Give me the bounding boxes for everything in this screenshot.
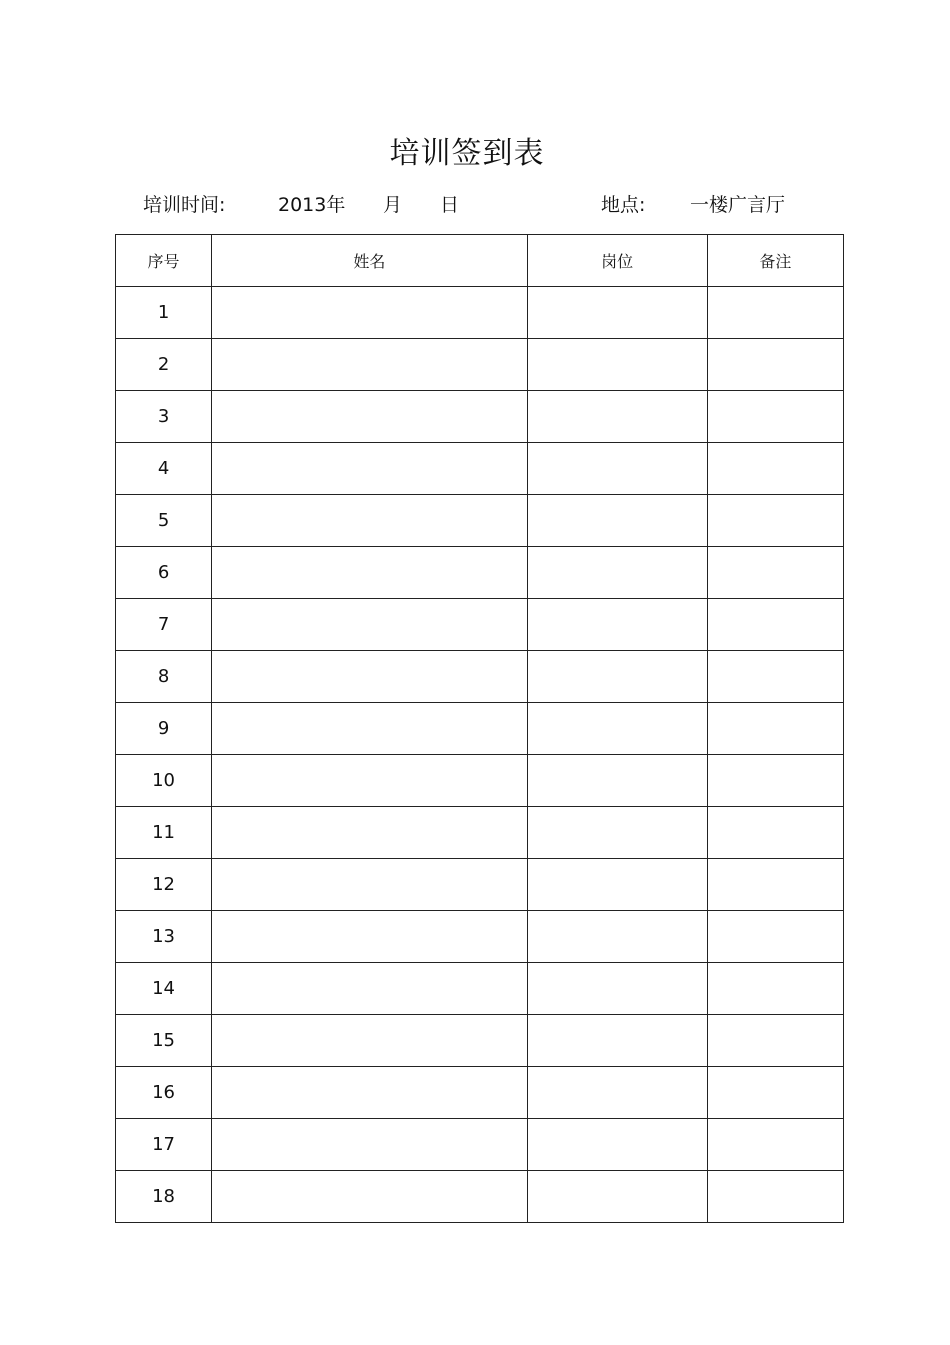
row-number-cell: 9 [116, 703, 212, 755]
sign-in-table [115, 234, 844, 1223]
position-cell[interactable] [527, 599, 707, 651]
name-cell[interactable] [212, 963, 527, 1015]
row-number-cell: 12 [116, 859, 212, 911]
position-cell[interactable] [527, 807, 707, 859]
name-cell[interactable] [212, 287, 527, 339]
table-row [116, 547, 844, 599]
position-cell[interactable] [527, 443, 707, 495]
row-number-cell: 1 [116, 287, 212, 339]
row-number-cell: 11 [116, 807, 212, 859]
position-cell[interactable] [527, 287, 707, 339]
row-number-cell: 18 [116, 1171, 212, 1223]
row-number-cell: 16 [116, 1067, 212, 1119]
table-row [116, 1119, 844, 1171]
row-number-cell: 3 [116, 391, 212, 443]
page-title: 培训签到表 [389, 136, 545, 171]
table-row [116, 391, 844, 443]
name-cell[interactable] [212, 755, 527, 807]
table-row [116, 703, 844, 755]
row-number-cell: 5 [116, 495, 212, 547]
name-cell[interactable] [212, 1067, 527, 1119]
remarks-cell[interactable] [707, 859, 843, 911]
table-row [116, 599, 844, 651]
header-remarks: 备注 [707, 235, 843, 287]
remarks-cell[interactable] [707, 443, 843, 495]
name-cell[interactable] [212, 651, 527, 703]
training-time-label: 培训时间: [143, 194, 226, 216]
table-header-row [116, 235, 844, 287]
row-number-cell: 2 [116, 339, 212, 391]
table-row [116, 339, 844, 391]
position-cell[interactable] [527, 495, 707, 547]
name-cell[interactable] [212, 339, 527, 391]
table-body [116, 287, 844, 1223]
name-cell[interactable] [212, 911, 527, 963]
header-position: 岗位 [527, 235, 707, 287]
header-serial-number: 序号 [116, 235, 212, 287]
remarks-cell[interactable] [707, 599, 843, 651]
position-cell[interactable] [527, 339, 707, 391]
table-row [116, 911, 844, 963]
position-cell[interactable] [527, 651, 707, 703]
remarks-cell[interactable] [707, 287, 843, 339]
row-number-cell: 8 [116, 651, 212, 703]
row-number-cell: 17 [116, 1119, 212, 1171]
table-row [116, 1171, 844, 1223]
location-value: 一楼广言厅 [690, 194, 786, 216]
table-row [116, 807, 844, 859]
remarks-cell[interactable] [707, 911, 843, 963]
position-cell[interactable] [527, 859, 707, 911]
training-day: 日 [440, 194, 460, 216]
remarks-cell[interactable] [707, 1015, 843, 1067]
remarks-cell[interactable] [707, 391, 843, 443]
position-cell[interactable] [527, 1119, 707, 1171]
position-cell[interactable] [527, 1171, 707, 1223]
row-number-cell: 7 [116, 599, 212, 651]
remarks-cell[interactable] [707, 807, 843, 859]
table-row [116, 755, 844, 807]
remarks-cell[interactable] [707, 1171, 843, 1223]
remarks-cell[interactable] [707, 495, 843, 547]
name-cell[interactable] [212, 703, 527, 755]
position-cell[interactable] [527, 755, 707, 807]
name-cell[interactable] [212, 547, 527, 599]
position-cell[interactable] [527, 911, 707, 963]
name-cell[interactable] [212, 443, 527, 495]
row-number-cell: 15 [116, 1015, 212, 1067]
training-month: 月 [383, 194, 403, 216]
remarks-cell[interactable] [707, 1119, 843, 1171]
name-cell[interactable] [212, 1171, 527, 1223]
location-label: 地点: [601, 194, 646, 216]
position-cell[interactable] [527, 963, 707, 1015]
table-row [116, 651, 844, 703]
name-cell[interactable] [212, 1015, 527, 1067]
row-number-cell: 14 [116, 963, 212, 1015]
remarks-cell[interactable] [707, 755, 843, 807]
remarks-cell[interactable] [707, 651, 843, 703]
position-cell[interactable] [527, 391, 707, 443]
remarks-cell[interactable] [707, 547, 843, 599]
remarks-cell[interactable] [707, 339, 843, 391]
name-cell[interactable] [212, 599, 527, 651]
table-row [116, 287, 844, 339]
position-cell[interactable] [527, 1067, 707, 1119]
training-year: 2013年 [278, 194, 346, 216]
table-row [116, 1015, 844, 1067]
table-row [116, 443, 844, 495]
table-row [116, 963, 844, 1015]
row-number-cell: 10 [116, 755, 212, 807]
remarks-cell[interactable] [707, 703, 843, 755]
header-name: 姓名 [212, 235, 527, 287]
name-cell[interactable] [212, 1119, 527, 1171]
table-row [116, 1067, 844, 1119]
row-number-cell: 13 [116, 911, 212, 963]
position-cell[interactable] [527, 703, 707, 755]
table-row [116, 495, 844, 547]
name-cell[interactable] [212, 807, 527, 859]
position-cell[interactable] [527, 547, 707, 599]
position-cell[interactable] [527, 1015, 707, 1067]
name-cell[interactable] [212, 495, 527, 547]
remarks-cell[interactable] [707, 1067, 843, 1119]
name-cell[interactable] [212, 391, 527, 443]
row-number-cell: 6 [116, 547, 212, 599]
table-row [116, 859, 844, 911]
row-number-cell: 4 [116, 443, 212, 495]
name-cell[interactable] [212, 859, 527, 911]
remarks-cell[interactable] [707, 963, 843, 1015]
